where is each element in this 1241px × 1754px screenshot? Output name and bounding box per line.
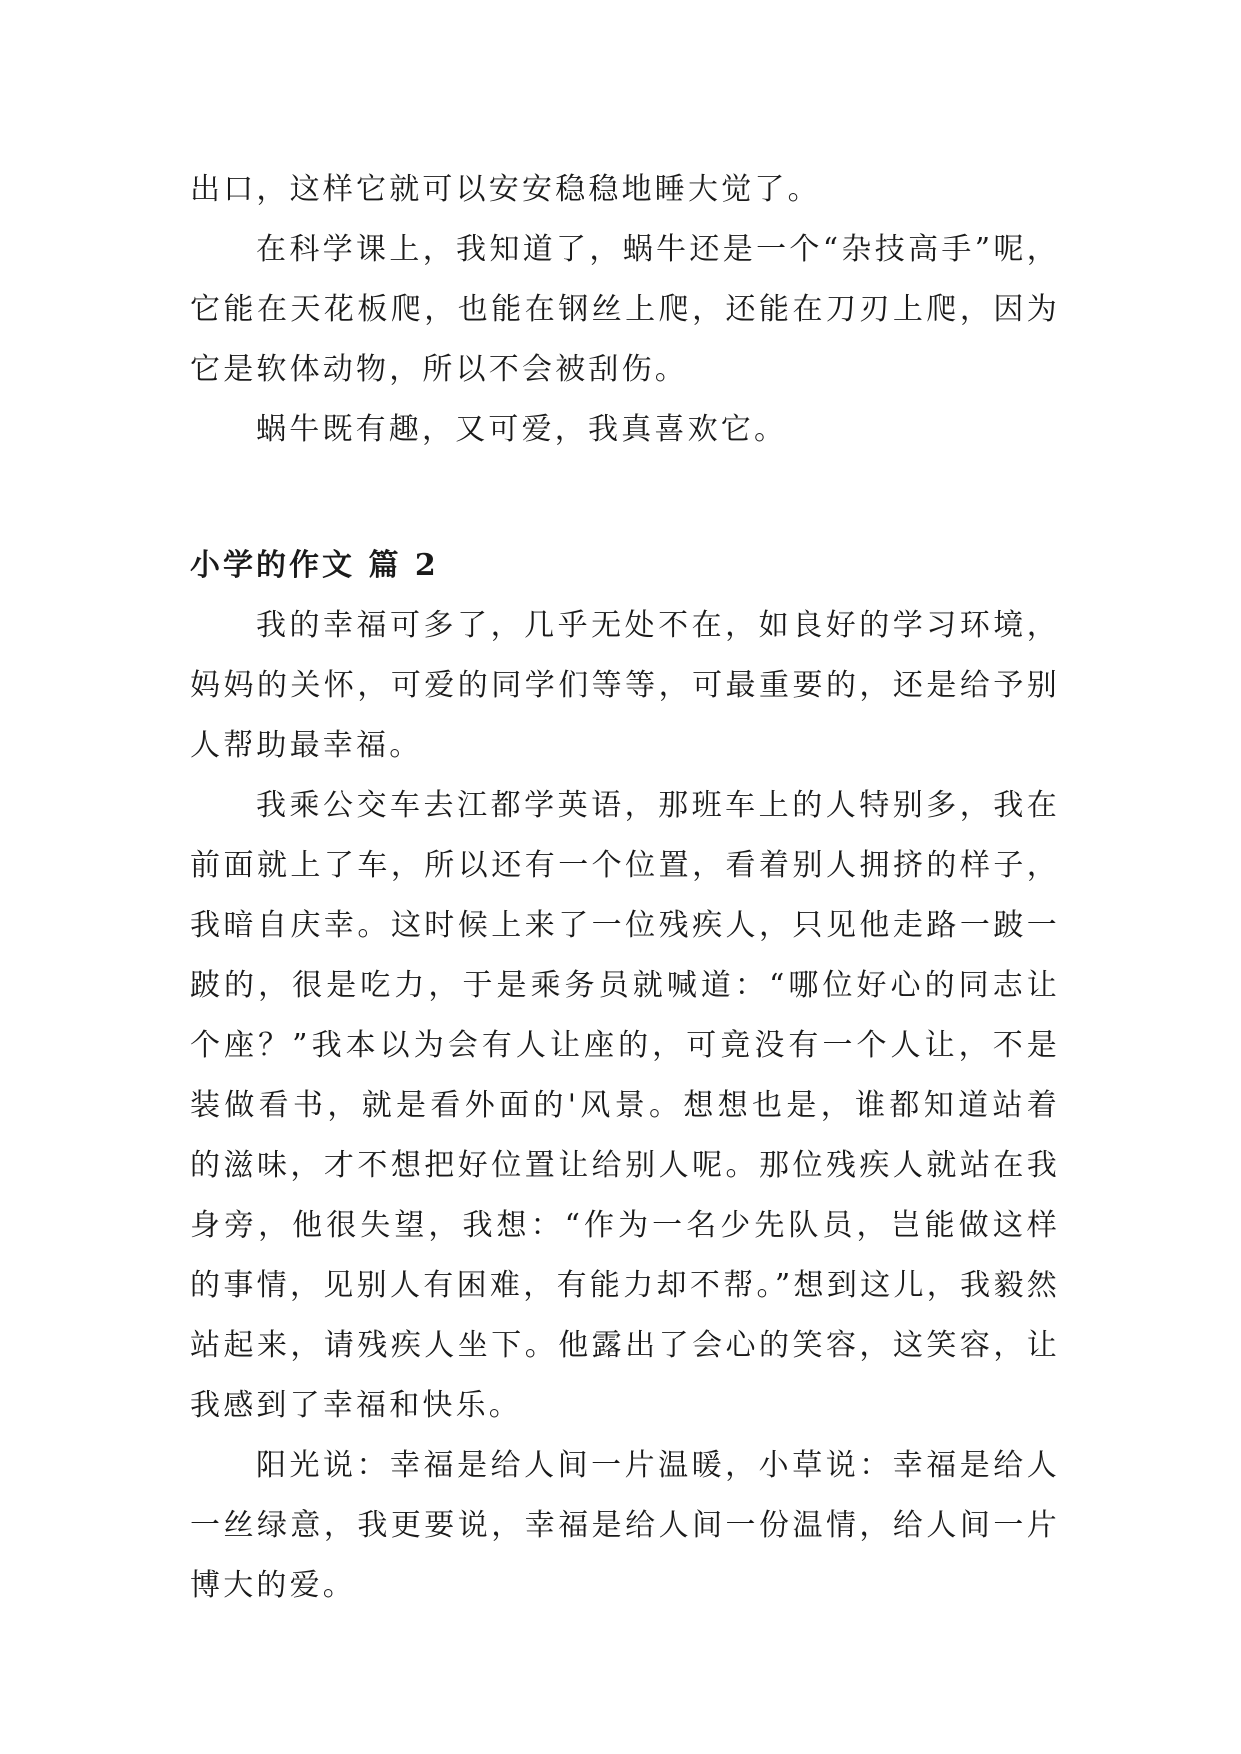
paragraph: 出口，这样它就可以安安稳稳地睡大觉了。 xyxy=(190,172,821,207)
section-title: 小学的作文 篇 2 xyxy=(190,548,439,583)
section-gap xyxy=(190,460,1060,536)
paragraph: 我的幸福可多了，几乎无处不在，如良好的学习环境，妈妈的关怀，可爱的同学们等等，可最重要的，还是给予别人帮助最幸福。 xyxy=(190,608,1060,763)
paragraph: 阳光说：幸福是给人间一片温暖，小草说：幸福是给人一丝绿意，我更要说，幸福是给人间一份温情，给人间一片博大的爱。 xyxy=(190,1448,1060,1603)
paragraph: 蜗牛既有趣，又可爱，我真喜欢它。 xyxy=(256,412,788,447)
document-page xyxy=(190,160,1060,1616)
paragraph: 在科学课上，我知道了，蜗牛还是一个“杂技高手”呢，它能在天花板爬，也能在钢丝上爬，还能在刀刃上爬，因为它是软体动物，所以不会被刮伤。 xyxy=(190,232,1060,387)
paragraph: 我乘公交车去江都学英语，那班车上的人特别多，我在前面就上了车，所以还有一个位置，看着别人拥挤的样子，我暗自庆幸。这时候上来了一位残疾人，只见他走路一跛一跛的，很是吃力，于是乘务员就喊道：“哪位好心的同志让个座？”我本以为会有人让座的，可竟没有一个人让，不是装做看书，就是看外面的'风景。想想也是，谁都知道站着的滋味，才不想把好位置让给别人呢。那位残疾人就站在我身旁，他很失望，我想：“作为一名少先队员，岂能做这样的事情，见别人有困难，有能力却不帮。”想到这儿，我毅然站起来，请残疾人坐下。他露出了会心的笑容，这笑容，让我感到了幸福和快乐。 xyxy=(190,788,1060,1423)
